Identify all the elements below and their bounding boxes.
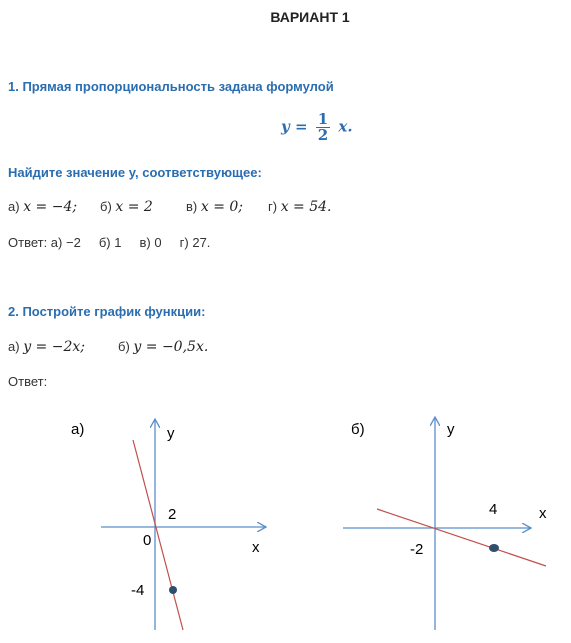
graph-a-origin-label: 0 [143,532,152,549]
option-expr: y = −2x; [23,339,85,355]
graph-a-x-tick-label: 2 [168,506,177,523]
graph-b-panel-label: б) [351,421,365,438]
option-label: б) [118,339,130,354]
graph-a-x-label: x [252,539,260,556]
graph-a [71,420,265,630]
task2-answer-label: Ответ: [8,374,48,389]
option-label: а) [8,339,20,354]
option-expr: y = −0,5x. [133,339,209,355]
graph-b-point [489,544,499,552]
option-label: г) [268,199,278,214]
task2-heading: 2. Постройте график функции: [8,304,206,319]
page-title: ВАРИАНТ 1 [270,9,350,25]
option-label: а) [8,199,20,214]
option-expr: x = 54. [280,199,332,215]
formula-denominator: 2 [317,126,329,144]
option-label: б) [100,199,112,214]
option-expr: x = 0; [200,199,244,215]
graph-a-panel-label: а) [71,421,85,438]
formula-rhs: x. [338,117,353,136]
graph-a-point [169,586,177,594]
graph-b-y-tick-label: -2 [410,541,424,558]
graph-b [343,418,547,630]
option-label: в) [186,199,198,214]
graph-a-function-line [133,440,183,630]
task1-answer: Ответ: а) −2 б) 1 в) 0 г) 27. [8,235,211,250]
formula-lhs: y = [281,117,308,136]
graph-b-function-line [377,509,546,566]
option-expr: x = 2 [115,199,153,215]
task1-subheading: Найдите значение у, соответствующее: [8,165,262,180]
option-expr: x = −4; [23,199,78,215]
graph-a-y-tick-label: -4 [131,582,145,599]
graph-a-y-label: y [167,425,175,442]
graph-b-y-label: y [447,421,455,438]
graph-b-x-label: x [539,505,547,522]
formula-numerator: 1 [317,110,329,128]
graph-b-x-tick-label: 4 [489,501,498,518]
task1-heading: 1. Прямая пропорциональность задана формулой [8,79,334,94]
